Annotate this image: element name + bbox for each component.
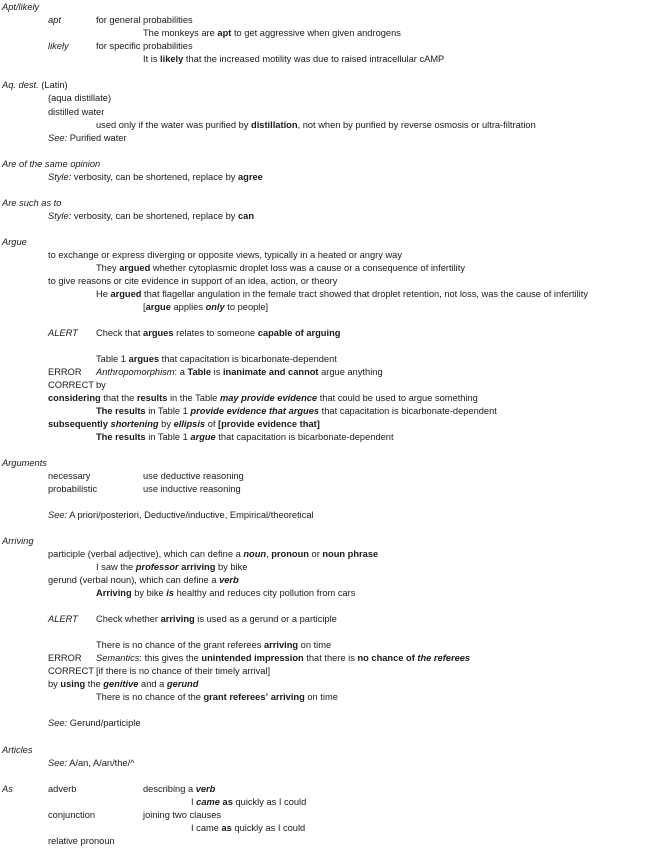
arguments-desc-2: use inductive reasoning [143, 484, 241, 494]
definition-apt: for general probabilities [96, 15, 193, 25]
argue-alert-label: ALERT [48, 328, 78, 338]
arriving-gerund: gerund (verbal noun), which can define a verb [48, 575, 239, 585]
same-opinion-style: Style: verbosity, can be shortened, replace by agree [48, 172, 263, 182]
argue-sense-1: to exchange or express diverging or opposite views, typically in a heated or angry way [48, 250, 402, 260]
arriving-alert-text: Check whether arriving is used as a gerund or a participle [96, 614, 337, 624]
entry-heading-arguments: Arguments [2, 458, 47, 468]
as-example-conjunction: I came as quickly as I could [191, 823, 306, 833]
arriving-see-also: See: Gerund/participle [48, 718, 141, 728]
arriving-error-text: Semantics: this gives the unintended impression that there is no chance of the referees [96, 653, 471, 663]
arriving-wrong-example: There is no chance of the grant referees arriving on time [96, 640, 332, 650]
articles-see-also: See: A/an, A/an/the/^ [48, 758, 135, 768]
arguments-term-1: necessary [48, 471, 91, 481]
as-term-relative-pronoun: relative pronoun [48, 836, 115, 846]
term-apt [48, 14, 61, 26]
as-term-adverb: adverb [48, 784, 77, 794]
term-likely: likely [48, 41, 69, 51]
arguments-desc-1: use deductive reasoning [143, 471, 244, 481]
example-apt: The monkeys are apt to get aggressive when given androgens [143, 28, 401, 38]
entry-heading-argue: Argue [2, 237, 27, 247]
as-desc-adverb: describing a verb [143, 784, 216, 794]
argue-correct-example-1: The results in Table 1 provide evidence that argues that capacitation is bicarbonate-dependent [96, 406, 497, 416]
aq-latin: (aqua distillate) [48, 93, 112, 103]
arguments-see-also: See: A priori/posteriori, Deductive/inductive, Empirical/theoretical [48, 510, 314, 520]
entry-heading-as: As [2, 784, 13, 794]
argue-note: [argue applies only to people] [143, 302, 269, 312]
argue-error-label: ERROR [48, 367, 82, 377]
aq-usage: used only if the water was purified by distillation, not when by purified by reverse osmosis or ultra-filtration [96, 120, 536, 130]
entry-heading-articles: Articles [2, 745, 33, 755]
argue-wrong-example: Table 1 argues that capacitation is bicarbonate-dependent [96, 354, 337, 364]
arriving-gerund-example: Arriving by bike is healthy and reduces city pollution from cars [96, 588, 356, 598]
aq-see-also: See: Purified water [48, 133, 127, 143]
as-desc-conjunction: joining two clauses [143, 810, 222, 820]
arriving-correct-label: CORRECT [48, 666, 94, 676]
arriving-participle-example: I saw the professor arriving by bike [96, 562, 248, 572]
entry-heading-arriving: Arriving [2, 536, 34, 546]
argue-error-text: Anthropomorphism: a Table is inanimate and cannot argue anything [96, 367, 383, 377]
arriving-alert-label: ALERT [48, 614, 78, 624]
as-term-conjunction: conjunction [48, 810, 96, 820]
entry-heading-such-as-to: Are such as to [2, 198, 62, 208]
arriving-correct-condition: [if there is no chance of their timely arrival] [96, 666, 271, 676]
argue-correct-by: by [96, 380, 106, 390]
argue-example-1: They argued whether cytoplasmic droplet loss was a cause or a consequence of infertility [96, 263, 465, 273]
entry-heading-aq-dest: Aq. dest. (Latin) [2, 80, 68, 90]
definition-likely: for specific probabilities [96, 41, 193, 51]
argue-correction-1: considering that the results in the Table may provide evidence that could be used to argue something [48, 393, 478, 403]
term-label: apt [48, 15, 61, 25]
aq-definition: distilled water [48, 107, 105, 117]
argue-correct-example-2: The results in Table 1 argue that capacitation is bicarbonate-dependent [96, 432, 394, 442]
arriving-correction: by using the genitive and a gerund [48, 679, 199, 689]
such-as-to-style: Style: verbosity, can be shortened, replace by can [48, 211, 255, 221]
argue-example-2: He argued that flagellar angulation in the female tract showed that droplet retention, not loss, was the cause of infertility [96, 289, 588, 299]
arriving-correct-example: There is no chance of the grant referees’ arriving on time [96, 692, 338, 702]
entry-heading-apt-likely: Apt/likely [2, 2, 40, 12]
example-likely: It is likely that the increased motility was due to raised intracellular cAMP [143, 54, 445, 64]
argue-correction-2: subsequently shortening by ellipsis of [provide evidence that] [48, 419, 320, 429]
argue-alert-text: Check that argues relates to someone capable of arguing [96, 328, 341, 338]
argue-sense-2: to give reasons or cite evidence in support of an idea, action, or theory [48, 276, 338, 286]
arriving-participle: participle (verbal adjective), which can define a noun, pronoun or noun phrase [48, 549, 379, 559]
as-example-adverb: I came as quickly as I could [191, 797, 307, 807]
entry-heading-same-opinion: Are of the same opinion [2, 159, 101, 169]
arriving-error-label: ERROR [48, 653, 82, 663]
arguments-term-2: probabilistic [48, 484, 98, 494]
argue-correct-label: CORRECT [48, 380, 94, 390]
